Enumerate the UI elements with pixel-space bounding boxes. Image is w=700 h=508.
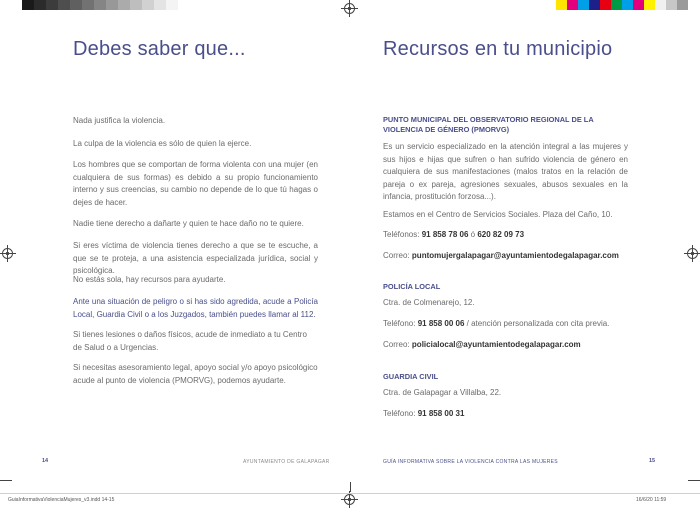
policia-email [383, 339, 581, 352]
paragraph: Si necesitas asesoramiento legal, apoyo social y/o apoyo psicológico acude al punto de violencia (PMORVG), podemos ayudarte. [73, 363, 318, 385]
color-swatch [611, 0, 622, 10]
gray-swatch [130, 0, 142, 10]
gray-swatch [46, 0, 58, 10]
gray-swatch [70, 0, 82, 10]
pmorvg-email [383, 250, 619, 263]
footer-right: GUÍA INFORMATIVA SOBRE LA VIOLENCIA CONTRA LAS MUJERES [383, 459, 558, 465]
gray-swatch [154, 0, 166, 10]
phone-number[interactable]: 91 858 00 06 [417, 319, 465, 328]
color-swatch [666, 0, 677, 10]
page-title-left: Debes saber que... [73, 38, 246, 60]
paragraph: Nadie tiene derecho a dañarte y quien te hace daño no te quiere. [73, 219, 304, 228]
email-label: Correo: [383, 251, 410, 260]
color-swatch [677, 0, 688, 10]
paragraph: Nada justifica la violencia. [73, 116, 166, 125]
color-swatch [600, 0, 611, 10]
paragraph-emergency: Ante una situación de peligro o si has sido agredida, acude a Policía Local, Guardia Civil o a los Juzgados, también puedes llamar al 112. [73, 297, 318, 319]
grayscale-color-bar [22, 0, 178, 10]
guardia-address: Ctra. de Galapagar a Villalba, 22. [383, 388, 502, 397]
phone-note: / atención personalizada con cita previa. [464, 319, 610, 328]
pmorvg-phones [383, 229, 524, 242]
color-swatch [655, 0, 666, 10]
section-heading-guardia: GUARDIA CIVIL [383, 372, 439, 381]
crop-mark [688, 480, 700, 481]
phone-number[interactable]: 91 858 00 31 [417, 409, 465, 418]
paragraph: Los hombres que se comportan de forma violenta con una mujer (en cualquiera de sus formas) es debido a su propio funcionamiento interno y sus creencias, su cambio no depende de lo que tú hagas o dejes de hacer. [73, 160, 318, 207]
crop-mark [0, 480, 12, 481]
paragraph: Si tienes lesiones o daños físicos, acude de inmediato a tu Centro de Salud o a Urgencias. [73, 330, 307, 352]
color-swatch [589, 0, 600, 10]
page-number-left: 14 [42, 458, 49, 464]
paragraph: Si eres víctima de violencia tienes derecho a que se te escuche, a que se te proteja, a una asistencia especializada jurídica, social y psicológica. [73, 241, 318, 275]
phone-label: Teléfono: [383, 409, 416, 418]
phone-label: Teléfonos: [383, 230, 420, 239]
slug-separator [0, 493, 700, 494]
gray-swatch [58, 0, 70, 10]
paragraph: No estás sola, hay recursos para ayudarte. [73, 275, 226, 284]
gray-swatch [106, 0, 118, 10]
registration-mark-right [687, 248, 698, 259]
color-swatch [644, 0, 655, 10]
color-swatch [633, 0, 644, 10]
registration-mark-top [344, 3, 355, 14]
pmorvg-location: Estamos en el Centro de Servicios Sociales. Plaza del Caño, 10. [383, 210, 613, 219]
page-title-right: Recursos en tu municipio [383, 38, 613, 60]
footer-left: AYUNTAMIENTO DE GALAPAGAR [243, 459, 330, 465]
gray-swatch [34, 0, 46, 10]
gray-swatch [118, 0, 130, 10]
color-swatch [556, 0, 567, 10]
gray-swatch [166, 0, 178, 10]
crop-mark [350, 482, 351, 492]
phone-number[interactable]: 620 82 09 73 [477, 230, 525, 239]
guardia-phone [383, 408, 464, 421]
gray-swatch [94, 0, 106, 10]
email-link[interactable]: policialocal@ayuntamientodegalapagar.com [411, 340, 581, 349]
phone-separator: ó [468, 230, 478, 239]
email-label: Correo: [383, 340, 410, 349]
policia-address: Ctra. de Colmenarejo, 12. [383, 298, 475, 307]
gray-swatch [142, 0, 154, 10]
email-link[interactable]: puntomujergalapagar@ayuntamientodegalapagar.com [411, 251, 619, 260]
color-swatch [622, 0, 633, 10]
gray-swatch [82, 0, 94, 10]
slug-filename: GuiaInformativaViolenciaMujeres_v3.indd 14-15 [8, 497, 115, 503]
phone-label: Teléfono: [383, 319, 416, 328]
paragraph: La culpa de la violencia es sólo de quien la ejerce. [73, 139, 252, 148]
pmorvg-description: Es un servicio especializado en la atención integral a las mujeres y sus hijos e hijas que sufren o han sufrido violencia de género en cualquiera de sus manifestaciones (malos tratos en la relación de pareja o ex pareja, agresiones sexuales, abusos sexuales en la infancia, prostitución forzosa...). [383, 142, 628, 201]
section-heading-pmorvg: PUNTO MUNICIPAL DEL OBSERVATORIO REGIONAL DE LA VIOLENCIA DE GÉNERO (PMORVG) [383, 115, 594, 134]
registration-mark-left [2, 248, 13, 259]
process-color-bar [556, 0, 688, 10]
registration-mark-bottom [344, 494, 355, 505]
page-number-right: 15 [649, 458, 656, 464]
policia-phone [383, 318, 609, 331]
color-swatch [567, 0, 578, 10]
gray-swatch [22, 0, 34, 10]
slug-datetime: 16/6/20 11:59 [636, 497, 667, 503]
color-swatch [578, 0, 589, 10]
section-heading-policia: POLICÍA LOCAL [383, 282, 441, 291]
phone-number[interactable]: 91 858 78 06 [421, 230, 469, 239]
